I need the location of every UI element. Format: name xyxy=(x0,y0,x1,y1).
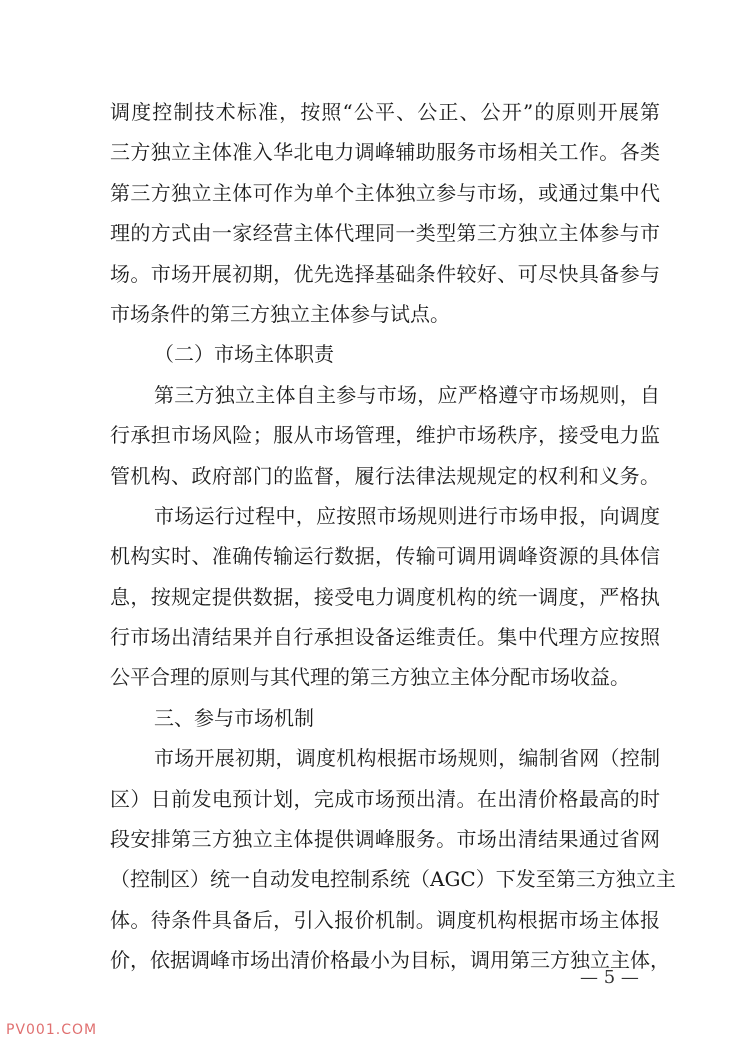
paragraph-line: 公平合理的原则与其代理的第三方独立主体分配市场收益。 xyxy=(110,665,630,690)
paragraph-line: 价，依据调峰市场出清价格最小为目标，调用第三方独立主体， xyxy=(110,948,670,973)
paragraph-line: 段安排第三方独立主体提供调峰服务。市场出清结果通过省网 xyxy=(110,827,660,852)
paragraph-line: 管机构、政府部门的监督，履行法律法规规定的权利和义务。 xyxy=(110,463,660,488)
section-subheading: （二）市场主体职责 xyxy=(154,342,334,367)
paragraph-line: 调度控制技术标准，按照“公平、公正、公开”的原则开展第 xyxy=(110,100,660,124)
paragraph-line: 区）日前发电预计划，完成市场预出清。在出清价格最高的时 xyxy=(110,786,660,811)
watermark: PV001.COM xyxy=(6,1022,98,1038)
paragraph-line: 息，按规定提供数据，接受电力调度机构的统一调度，严格执 xyxy=(110,584,660,609)
page-number: — 5 — xyxy=(580,967,639,988)
paragraph-line: 市场条件的第三方独立主体参与试点。 xyxy=(110,301,450,326)
section-heading: 三、参与市场机制 xyxy=(154,705,314,730)
paragraph-line: （控制区）统一自动发电控制系统（AGC）下发至第三方独立主 xyxy=(110,867,676,892)
paragraph-line: 机构实时、准确传输运行数据，传输可调用调峰资源的具体信 xyxy=(110,544,660,569)
paragraph-line: 第三方独立主体可作为单个主体独立参与市场，或通过集中代 xyxy=(110,180,660,205)
paragraph-line: 市场运行过程中，应按照市场规则进行市场申报，向调度 xyxy=(154,503,660,528)
document-body xyxy=(110,92,676,981)
paragraph-line: 第三方独立主体自主参与市场，应严格遵守市场规则，自 xyxy=(154,382,660,407)
paragraph-line: 理的方式由一家经营主体代理同一类型第三方独立主体参与市 xyxy=(110,221,660,246)
paragraph-line: 场。市场开展初期，优先选择基础条件较好、可尽快具备参与 xyxy=(110,261,660,286)
paragraph-line: 行市场出清结果并自行承担设备运维责任。集中代理方应按照 xyxy=(110,625,660,650)
paragraph-line: 体。待条件具备后，引入报价机制。调度机构根据市场主体报 xyxy=(110,907,660,932)
paragraph-line: 三方独立主体准入华北电力调峰辅助服务市场相关工作。各类 xyxy=(110,140,660,165)
paragraph-line: 市场开展初期，调度机构根据市场规则，编制省网（控制 xyxy=(154,746,660,771)
paragraph-line: 行承担市场风险；服从市场管理，维护市场秩序，接受电力监 xyxy=(110,423,660,448)
